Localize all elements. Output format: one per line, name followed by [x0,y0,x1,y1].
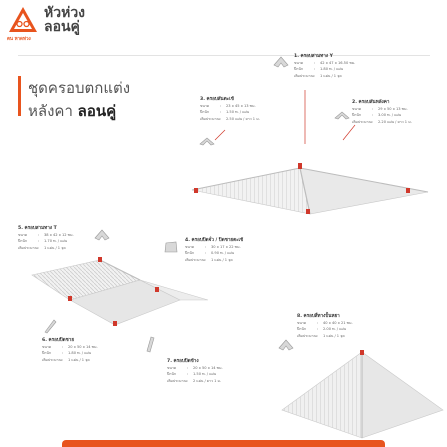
page-title-emphasis: ลอนคู่ [77,102,117,120]
brand-subtitle: ตน หาดห่วง [7,37,31,42]
brand-logo-icon [8,6,38,33]
page-title-line1: ชุดครอบตกแต่ง [28,79,131,97]
item-label: 7. ครอบปิดข้าง [167,359,199,364]
footer-accent-bar [62,440,385,447]
hip-cap-icon [199,136,215,146]
item-label: 2. ครอบสันหลังคา [352,100,390,105]
gable-end-cap-icon [163,240,179,254]
t-junction-cap-icon [93,228,111,242]
title-accent-bar [18,76,21,116]
item-label: 1. ครอบสามทาง Y [294,54,333,59]
item-label: 8. ครอบสี่ทางปั้นหยา [297,314,340,319]
item-label: 6. ครอบปิดชาย [42,338,75,343]
header-divider [18,55,430,56]
four-way-cap-icon [277,338,295,352]
item-3-spec: 3. ครอบสันตะเข้ ขนาด : 23 x 45 x 13 ซม. ปีกนัก : 1.50 ท. / แผ่น เติมประมาณ: 2.50 แผ่น / ยาว 1 ม. [200,97,260,121]
item-2-spec: 2. ครอบสันหลังคา ขนาด : 29 x 50 x 13 ซม. ปีกนัก : 3.00 ท. / แผ่น เติมประมาณ: 2.20 แผ่น / ยาว 1 ม. [352,100,412,124]
item-label: 4. ครอบปิดจั่ว / ปิดชายตะเข้ [185,238,244,243]
eave-cap-icon [42,318,58,334]
pyramid-roof-diagram [280,350,445,440]
item-4-spec: 4. ครอบปิดจั่ว / ปิดชายตะเข้ ขนาด : 30 x 17 x 22 ซม. ปีกนัก : 0.90 ท. / แผ่น เติมประมาณ: 1 แผ่น / 1 จุด [185,238,244,262]
page-title-prefix: หลังคา [28,102,78,120]
item-5-spec: 5. ครอบสามทาง T ขนาด : 38 x 42 x 12 ซม. ปีกนัก : 1.70 ท. / แผ่น เติมประมาณ: 1 แผ่น / 1 จุด [18,226,74,250]
brand-name-line2: ลอนคู่ [44,19,80,35]
item-label: 5. ครอบสามทาง T [18,226,57,231]
page-title-line2 [28,99,116,123]
item-1-spec: 1. ครอบสามทาง Y ขนาด : 42 x 47 x 16.50 ซม. ปีกนัก : 1.80 ท. / แผ่น เติมประมาณ: 1 แผ่น / 1 จุด [294,54,356,78]
item-6-spec: 6. ครอบปิดชาย ขนาด : 20 x 50 x 14 ซม. ปีกนัก : 1.80 ท. / แผ่น เติมประมาณ: 1 แผ่น / 1 จุด [42,338,98,362]
ridge-cap-icon [334,110,350,120]
item-label: 3. ครอบสันตะเข้ [200,97,234,102]
item-8-spec: 8. ครอบสี่ทางปั้นหยา ขนาด : 40 x 40 x 21 ซม. ปีกนัก : 2.00 ท. / แผ่น เติมประมาณ: 1 แผ่น / 1 จุด [297,314,353,338]
y-junction-cap-icon [272,55,290,69]
item-7-spec: 7. ครอบปิดข้าง ขนาด : 20 x 50 x 14 ซม. ปีกนัก : 1.50 ท. / แผ่น เติมประมาณ: 2 แผ่น / ยาว 1 ม. [167,359,223,383]
brand-name-line1: หัวห่วง [44,5,86,21]
side-cap-icon [145,335,157,353]
